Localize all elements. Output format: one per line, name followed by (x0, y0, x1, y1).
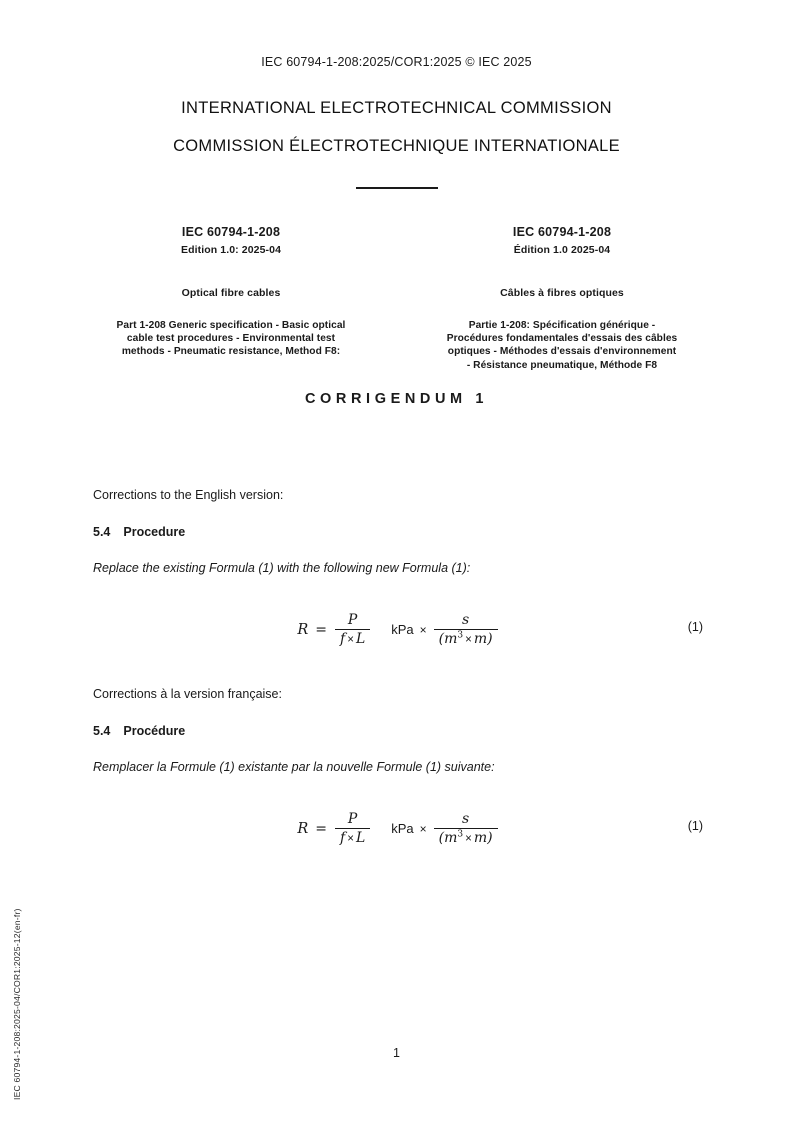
title-line: optiques - Méthodes d'essais d'environnement (447, 346, 677, 358)
denominator-term: m (444, 630, 458, 647)
formula-unit: kPa (391, 622, 414, 637)
corrections-intro-english: Corrections to the English version: (93, 488, 284, 502)
clause-number-french: 5.4 (93, 723, 111, 738)
standard-number-french: IEC 60794-1-208 (512, 225, 612, 239)
clause-title-french: Procédure (123, 723, 186, 738)
formula-french (93, 802, 703, 856)
corrections-intro-french: Corrections à la version française: (93, 687, 282, 701)
denominator-term: m (444, 829, 458, 846)
fraction-denominator (434, 829, 498, 846)
clause-title-english: Procedure (123, 524, 186, 539)
formula-english (93, 603, 703, 657)
multiplication-sign: × (347, 832, 354, 845)
title-line: - Résistance pneumatique, Méthode F8 (466, 359, 658, 371)
fraction-numerator: s (462, 810, 470, 827)
subject-english: Optical fibre cables (181, 287, 281, 299)
formula-row-english (93, 603, 703, 657)
instruction-french: Remplacer la Formule (1) existante par la nouvelle Formule (1) suivante: (93, 760, 495, 774)
denominator-term: f (340, 630, 346, 647)
fraction-denominator (335, 630, 370, 647)
clause-heading-french (93, 725, 703, 738)
clause-heading-english (93, 526, 703, 539)
standard-number-english: IEC 60794-1-208 (181, 225, 281, 239)
open-paren: ( (438, 630, 445, 647)
page-number: 1 (393, 1046, 400, 1060)
exponent: 3 (457, 630, 464, 641)
denominator-term: f (340, 829, 346, 846)
multiplication-sign: × (347, 633, 354, 646)
document-running-header: IEC 60794-1-208:2025/COR1:2025 © IEC 2025 (261, 55, 532, 69)
edition-english: Edition 1.0: 2025-04 (180, 243, 282, 256)
corrections-section-french (93, 688, 703, 856)
close-paren: ) (487, 829, 493, 846)
title-line: Procédures fondamentales d'essais des câbles (446, 332, 678, 344)
formula-times-sign: × (419, 622, 427, 637)
denominator-term: L (355, 829, 366, 846)
fraction-denominator (335, 829, 370, 846)
formula-lhs: R (297, 621, 309, 638)
equation-number-french: (1) (687, 818, 703, 833)
formula-fraction-volume (434, 612, 498, 647)
horizontal-rule (356, 187, 438, 189)
title-line: cable test procedures - Environmental test (126, 332, 336, 344)
organization-block (0, 100, 793, 189)
denominator-term: m (473, 829, 488, 846)
equation-number-english: (1) (687, 619, 703, 634)
standard-title-french (419, 319, 705, 373)
fraction-denominator (434, 630, 498, 647)
formula-row-french (93, 802, 703, 856)
formula-unit: kPa (391, 821, 414, 836)
standard-title-english (88, 319, 374, 359)
instruction-english: Replace the existing Formula (1) with the following new Formula (1): (93, 561, 471, 575)
reference-columns (88, 226, 705, 372)
edition-french: Édition 1.0 2025-04 (513, 243, 611, 256)
exponent: 3 (457, 829, 464, 840)
reference-column-french (419, 226, 705, 372)
clause-number-english: 5.4 (93, 524, 111, 539)
corrections-section-english (93, 489, 703, 657)
fraction-numerator: s (462, 611, 470, 628)
formula-fraction-pressure (335, 612, 370, 647)
corrigendum-heading: CORRIGENDUM 1 (304, 391, 489, 407)
title-line: methods - Pneumatic resistance, Method F8: (121, 346, 341, 358)
multiplication-sign: × (465, 832, 472, 845)
organization-name-french: COMMISSION ÉLECTROTECHNIQUE INTERNATIONALE (173, 136, 620, 155)
formula-equals: = (315, 820, 328, 837)
denominator-term: L (355, 630, 366, 647)
reference-column-english (88, 226, 374, 372)
organization-name-english: INTERNATIONAL ELECTROTECHNICAL COMMISSION (181, 99, 612, 117)
subject-french: Câbles à fibres optiques (500, 287, 624, 299)
title-line: Part 1-208 Generic specification - Basic optical (116, 319, 346, 331)
formula-fraction-volume (434, 811, 498, 846)
formula-equals: = (315, 621, 328, 638)
open-paren: ( (438, 829, 445, 846)
title-line: Partie 1-208: Spécification générique - (468, 319, 656, 331)
fraction-numerator: P (347, 611, 358, 628)
multiplication-sign: × (465, 633, 472, 646)
formula-fraction-pressure (335, 811, 370, 846)
denominator-term: m (473, 630, 488, 647)
side-document-identifier: IEC 60794-1-208:2025-04/COR1:2025-12(en-fr) (12, 908, 22, 1100)
formula-lhs: R (297, 820, 309, 837)
close-paren: ) (487, 630, 493, 647)
formula-times-sign: × (419, 821, 427, 836)
fraction-numerator: P (347, 810, 358, 827)
